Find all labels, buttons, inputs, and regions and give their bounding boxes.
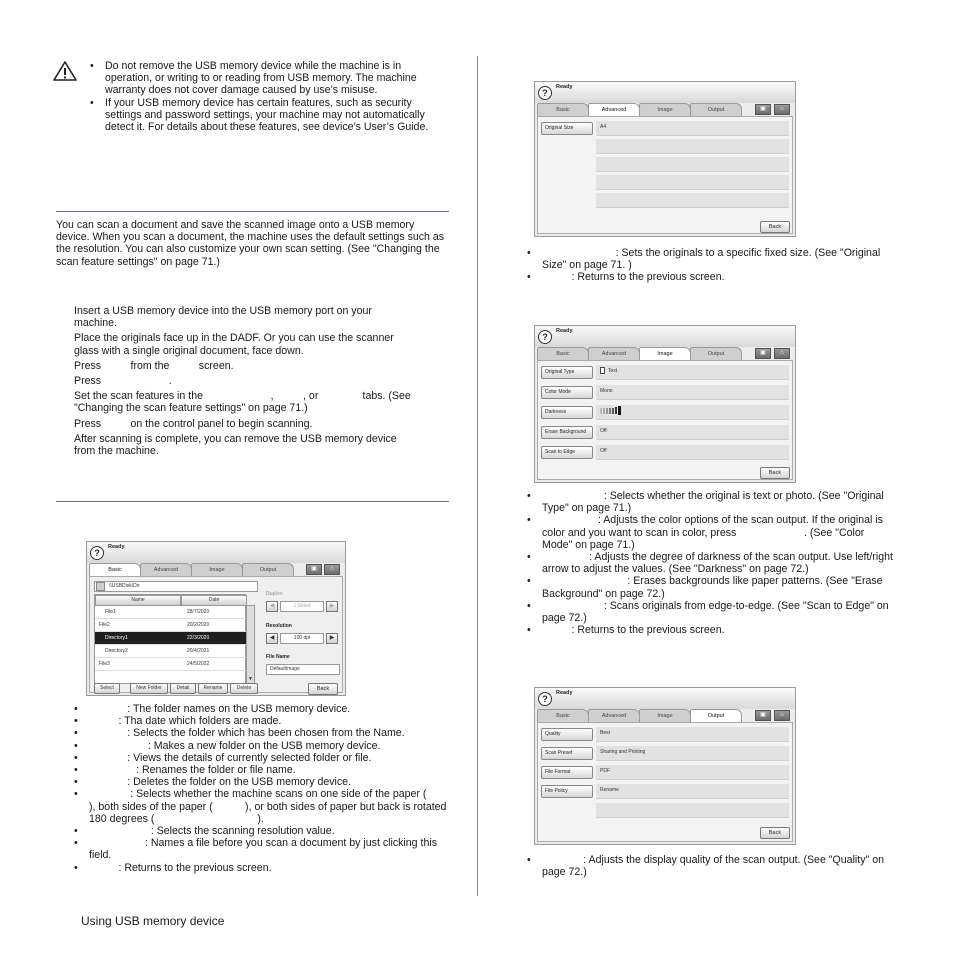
file-list bbox=[94, 594, 246, 684]
option-item: • : Returns to the previous screen. bbox=[74, 862, 452, 874]
screen-toggle-icon[interactable]: ▣ bbox=[306, 564, 322, 575]
back-button[interactable]: Back bbox=[760, 467, 790, 479]
option-item: • : Adjusts the color options of the scan output. If the original is color and you want to scan in color, press . (See "Color Mode" on page 71.) bbox=[527, 514, 897, 551]
file-name: Directory1 bbox=[105, 635, 128, 641]
screen-toggle-icon[interactable]: ▣ bbox=[755, 348, 771, 359]
option-item: • : Returns to the previous screen. bbox=[527, 624, 897, 636]
empty-row bbox=[596, 157, 789, 172]
file-row[interactable] bbox=[95, 619, 247, 632]
color-mode-button[interactable]: Color Mode bbox=[541, 386, 593, 399]
back-button[interactable]: Back bbox=[760, 827, 790, 839]
color-mode-value: Mono bbox=[596, 385, 789, 400]
quality-button[interactable]: Quality bbox=[541, 728, 593, 741]
screen-header bbox=[535, 82, 795, 103]
file-row[interactable] bbox=[95, 606, 247, 619]
option-item: • : Names a file before you scan a document by just clicking this field. bbox=[74, 837, 452, 861]
empty-row bbox=[596, 803, 789, 818]
step-line: machine. bbox=[74, 317, 117, 330]
detail-button[interactable]: Detail bbox=[170, 683, 196, 694]
option-item: • : Views the details of currently selected folder or file. bbox=[74, 752, 452, 764]
darkness-button[interactable]: Darkness bbox=[541, 406, 593, 419]
delete-button[interactable]: Delete bbox=[230, 683, 258, 694]
rename-button[interactable]: Rename bbox=[198, 683, 228, 694]
status-ready: Ready bbox=[556, 690, 573, 696]
option-item: • : Renames the folder or file name. bbox=[74, 764, 452, 776]
scroll-down-icon[interactable]: ▼ bbox=[248, 676, 253, 682]
status-ready: Ready bbox=[556, 328, 573, 334]
option-item: • : Returns to the previous screen. bbox=[527, 271, 897, 283]
scan-preset-value: Sharing and Printing bbox=[596, 746, 789, 761]
option-item: • : Sets the originals to a specific fixed size. (See "Original Size" on page 71. ) bbox=[527, 247, 897, 271]
duplex-value: 1 Sided bbox=[280, 601, 324, 612]
home-icon[interactable]: ⌂ bbox=[324, 564, 340, 575]
option-item: • : Erases backgrounds like paper patterns. (See "Erase Background" on page 72.) bbox=[527, 575, 897, 599]
empty-row bbox=[596, 175, 789, 190]
image-options bbox=[527, 490, 897, 636]
advanced-options bbox=[527, 247, 897, 284]
darkness-value bbox=[596, 405, 789, 420]
page-footer: Using USB memory device bbox=[81, 914, 225, 928]
tab-advanced[interactable]: Advanced bbox=[588, 103, 640, 116]
step-line: Press from the screen. bbox=[74, 359, 234, 372]
tab-output[interactable]: Output bbox=[690, 347, 742, 360]
step-line: Press . bbox=[74, 375, 172, 388]
tab-advanced[interactable]: Advanced bbox=[588, 709, 640, 722]
output-options bbox=[527, 854, 897, 878]
new-folder-button[interactable]: New Folder bbox=[130, 683, 168, 694]
option-item: • : Makes a new folder on the USB memory device. bbox=[74, 740, 452, 752]
advanced-tab-screen bbox=[534, 81, 796, 237]
option-item: • : Selects the scanning resolution value. bbox=[74, 825, 452, 837]
file-format-button[interactable]: File Format bbox=[541, 766, 593, 779]
scan-to-edge-button[interactable]: Scan to Edge bbox=[541, 446, 593, 459]
file-row-selected[interactable] bbox=[95, 632, 247, 645]
tab-basic[interactable]: Basic bbox=[537, 103, 589, 116]
tab-basic[interactable]: Basic bbox=[537, 347, 589, 360]
caution-list bbox=[90, 60, 450, 133]
tab-image[interactable]: Image bbox=[191, 563, 243, 576]
step-line: Place the originals face up in the DADF. Or you can use the scanner bbox=[74, 332, 394, 345]
tab-image[interactable]: Image bbox=[639, 709, 691, 722]
help-icon[interactable]: ? bbox=[538, 86, 552, 100]
file-policy-button[interactable]: File Policy bbox=[541, 785, 593, 798]
status-ready: Ready bbox=[556, 84, 573, 90]
screen-body bbox=[537, 360, 793, 480]
option-item: • : Deletes the folder on the USB memory device. bbox=[74, 776, 452, 788]
original-type-value bbox=[596, 365, 789, 380]
tab-bar bbox=[89, 563, 293, 576]
scan-to-edge-value: Off bbox=[596, 445, 789, 460]
option-item: • : Tha date which folders are made. bbox=[74, 715, 452, 727]
tab-basic[interactable]: Basic bbox=[537, 709, 589, 722]
step-line: Set the scan features in the , , or tabs. (See bbox=[74, 390, 411, 403]
back-button[interactable]: Back bbox=[308, 683, 338, 695]
tab-image[interactable]: Image bbox=[639, 347, 691, 360]
steps-list bbox=[74, 305, 450, 457]
caution-item: • Do not remove the USB memory device while the machine is in operation, or writing to or reading from USB memory. The machine warranty does not cover damage caused by use’s misuse. bbox=[90, 60, 450, 97]
option-item: • : The folder names on the USB memory device. bbox=[74, 703, 452, 715]
file-name: File2 bbox=[99, 622, 110, 628]
duplex-next-button[interactable]: ▶ bbox=[326, 601, 338, 612]
scan-preset-button[interactable]: Scan Preset bbox=[541, 747, 593, 760]
option-item: • : Adjusts the display quality of the scan output. (See "Quality" on page 72.) bbox=[527, 854, 897, 878]
status-ready: Ready bbox=[108, 544, 125, 550]
home-icon[interactable]: ⌂ bbox=[774, 710, 790, 721]
help-icon[interactable]: ? bbox=[538, 330, 552, 344]
list-scrollbar[interactable] bbox=[246, 605, 255, 684]
caution-triangle-icon bbox=[53, 61, 77, 81]
column-divider bbox=[477, 56, 478, 896]
home-icon[interactable]: ⌂ bbox=[774, 348, 790, 359]
file-date: 20/4/2021 bbox=[187, 648, 210, 654]
file-format-value: PDF bbox=[596, 765, 789, 780]
file-name: File1 bbox=[105, 609, 116, 615]
step-line: from the machine. bbox=[74, 445, 159, 458]
erase-background-button[interactable]: Erase Background bbox=[541, 426, 593, 439]
option-item: • : Scans originals from edge-to-edge. (See "Scan to Edge" on page 72.) bbox=[527, 600, 897, 624]
screen-header bbox=[535, 688, 795, 709]
file-date: 28/7/2020 bbox=[187, 609, 210, 615]
file-row[interactable] bbox=[95, 658, 247, 671]
resolution-value: 100 dpi bbox=[280, 633, 324, 644]
file-name: Directory2 bbox=[105, 648, 128, 654]
option-item: • : Selects the folder which has been chosen from the Name. bbox=[74, 727, 452, 739]
step-line: Insert a USB memory device into the USB memory port on your bbox=[74, 305, 372, 317]
image-tab-screen bbox=[534, 325, 796, 483]
usb-screen-options bbox=[74, 703, 465, 874]
tab-advanced[interactable]: Advanced bbox=[140, 563, 192, 576]
quality-value: Best bbox=[596, 727, 789, 742]
file-date: 20/2/2020 bbox=[187, 622, 210, 628]
tab-basic[interactable]: Basic bbox=[89, 563, 141, 576]
folder-up-icon[interactable] bbox=[96, 582, 105, 591]
file-date: 24/5/2022 bbox=[187, 661, 210, 667]
screen-toggle-icon[interactable]: ▣ bbox=[755, 104, 771, 115]
option-item: • : Adjusts the degree of darkness of the scan output. Use left/right arrow to adjust the values. (See "Darkness" on page 72.) bbox=[527, 551, 897, 575]
empty-row bbox=[596, 139, 789, 154]
original-size-button[interactable]: Original Size bbox=[541, 122, 593, 135]
select-button[interactable]: Select bbox=[94, 683, 120, 694]
file-policy-value: Rename bbox=[596, 784, 789, 799]
step-line: glass with a single original document, face down. bbox=[74, 344, 304, 357]
tab-bar bbox=[537, 709, 741, 722]
duplex-prev-button[interactable]: ◀ bbox=[266, 601, 278, 612]
resolution-label: Resolution bbox=[266, 623, 292, 629]
tab-bar bbox=[537, 347, 741, 360]
tab-output[interactable]: Output bbox=[690, 103, 742, 116]
section-divider bbox=[56, 211, 449, 212]
tab-bar bbox=[537, 103, 741, 116]
caution-item: • If your USB memory device has certain features, such as security settings and password settings, your machine may not automatically detect it. For details about these features, see device’s User’s Guide. bbox=[90, 97, 450, 134]
step-line: Press on the control panel to begin scanning. bbox=[74, 417, 313, 430]
file-name: File3 bbox=[99, 661, 110, 667]
filename-field[interactable]: DefaultImage bbox=[266, 664, 340, 675]
column-header-date[interactable]: Date bbox=[181, 595, 247, 606]
screen-header bbox=[87, 542, 345, 563]
tab-output[interactable]: Output bbox=[242, 563, 294, 576]
darkness-level-icon bbox=[600, 406, 624, 415]
file-row[interactable] bbox=[95, 645, 247, 658]
erase-background-value: Off bbox=[596, 425, 789, 440]
empty-row bbox=[596, 193, 789, 208]
document-icon bbox=[600, 367, 605, 374]
intro-paragraph: You can scan a document and save the scanned image onto a USB memory device. When you scan a document, the machine uses the default settings such as the resolution. You can also customize your own scan setting. (See "Changing the scan feature settings" on page 71.) bbox=[56, 219, 445, 268]
tab-image[interactable]: Image bbox=[639, 103, 691, 116]
step-line: After scanning is complete, you can remove the USB memory device bbox=[74, 432, 397, 445]
back-button[interactable]: Back bbox=[760, 221, 790, 233]
usb-scan-screen bbox=[86, 541, 346, 696]
original-type-button[interactable]: Original Type bbox=[541, 366, 593, 379]
resolution-prev-button[interactable]: ◀ bbox=[266, 633, 278, 644]
file-date: 22/3/2020 bbox=[187, 635, 210, 641]
tab-advanced[interactable]: Advanced bbox=[588, 347, 640, 360]
screen-body bbox=[537, 116, 793, 234]
option-item: • : Selects whether the machine scans on one side of the paper ( ), both sides of the paper ( ), or both sides of paper but back is rotated 180 degrees ( ). bbox=[74, 788, 452, 825]
filename-label: File Name bbox=[266, 654, 290, 660]
path-field: \\USBDisk\Dir bbox=[94, 581, 258, 592]
original-type-text: Text bbox=[608, 368, 618, 374]
duplex-label: Duplex bbox=[266, 591, 283, 597]
help-icon[interactable]: ? bbox=[538, 692, 552, 706]
help-icon[interactable]: ? bbox=[90, 546, 104, 560]
resolution-next-button[interactable]: ▶ bbox=[326, 633, 338, 644]
screen-body bbox=[89, 576, 343, 693]
screen-toggle-icon[interactable]: ▣ bbox=[755, 710, 771, 721]
home-icon[interactable]: ⌂ bbox=[774, 104, 790, 115]
screen-header bbox=[535, 326, 795, 347]
column-header-name[interactable]: Name bbox=[95, 595, 181, 606]
original-size-value: A4 bbox=[596, 121, 789, 136]
tab-output[interactable]: Output bbox=[690, 709, 742, 722]
output-tab-screen bbox=[534, 687, 796, 845]
section-divider bbox=[56, 501, 449, 502]
screen-body bbox=[537, 722, 793, 842]
step-line: "Changing the scan feature settings" on page 71.) bbox=[74, 402, 308, 415]
option-item: • : Selects whether the original is text or photo. (See "Original Type" on page 71.) bbox=[527, 490, 897, 514]
